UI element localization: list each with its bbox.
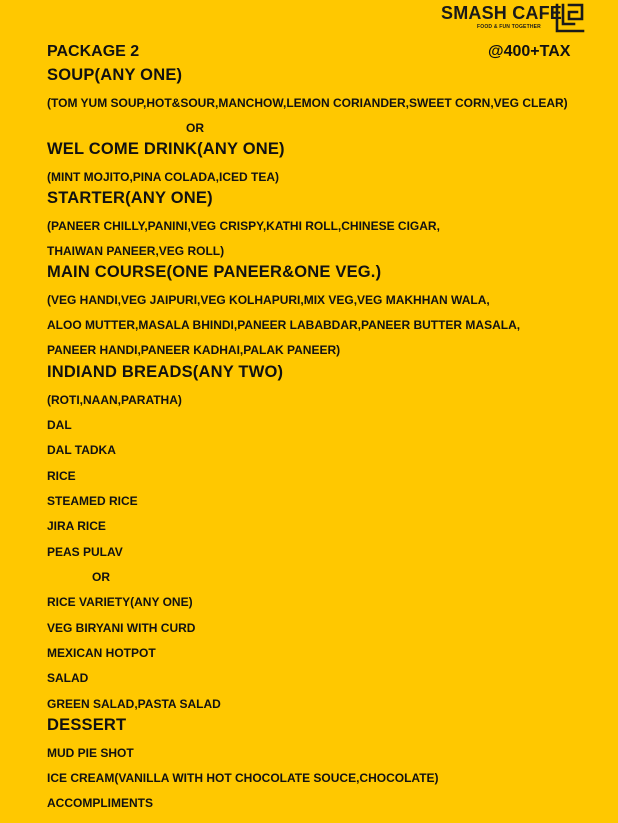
menu-item-green-salad: GREEN SALAD,PASTA SALAD <box>47 697 221 711</box>
menu-item-veg-biryani: VEG BIRYANI WITH CURD <box>47 621 196 635</box>
section-heading-starter: STARTER(ANY ONE) <box>47 189 213 207</box>
menu-item-salad: SALAD <box>47 671 89 685</box>
section-heading-soup: SOUP(ANY ONE) <box>47 66 183 84</box>
section-heading-breads: INDIAND BREADS(ANY TWO) <box>47 363 284 381</box>
menu-item-steamed-rice: STEAMED RICE <box>47 494 138 508</box>
package-price: @400+TAX <box>488 43 571 60</box>
menu-item-dal: DAL <box>47 418 72 432</box>
package-title: PACKAGE 2 <box>47 43 140 60</box>
or-separator-rice: OR <box>92 570 110 584</box>
menu-item-mud-pie-shot: MUD PIE SHOT <box>47 746 134 760</box>
main-course-options-line-1: (VEG HANDI,VEG JAIPURI,VEG KOLHAPURI,MIX VEG,VEG MAKHHAN WALA, <box>47 293 490 307</box>
bread-options: (ROTI,NAAN,PARATHA) <box>47 393 182 407</box>
section-heading-dessert: DESSERT <box>47 716 127 734</box>
cafe-logo <box>441 2 586 34</box>
main-course-options-line-3: PANEER HANDI,PANEER KADHAI,PALAK PANEER) <box>47 343 341 357</box>
starter-options-line-2: THAIWAN PANEER,VEG ROLL) <box>47 244 225 258</box>
logo-mark-icon <box>554 2 586 34</box>
logo-name: SMASH CAFE <box>441 3 563 23</box>
section-heading-welcome-drink: WEL COME DRINK(ANY ONE) <box>47 140 285 158</box>
section-heading-main-course: MAIN COURSE(ONE PANEER&ONE VEG.) <box>47 263 382 281</box>
starter-options-line-1: (PANEER CHILLY,PANINI,VEG CRISPY,KATHI ROLL,CHINESE CIGAR, <box>47 219 440 233</box>
menu-item-peas-pulav: PEAS PULAV <box>47 545 123 559</box>
logo-tagline: FOOD & FUN TOGETHER <box>477 24 541 30</box>
menu-item-jira-rice: JIRA RICE <box>47 519 106 533</box>
soup-options: (TOM YUM SOUP,HOT&SOUR,MANCHOW,LEMON CORIANDER,SWEET CORN,VEG CLEAR) <box>47 96 568 110</box>
menu-item-rice-variety: RICE VARIETY(ANY ONE) <box>47 595 193 609</box>
or-separator: OR <box>186 121 204 135</box>
menu-item-rice: RICE <box>47 469 76 483</box>
menu-item-accompliments: ACCOMPLIMENTS <box>47 796 153 810</box>
main-course-options-line-2: ALOO MUTTER,MASALA BHINDI,PANEER LABABDAR,PANEER BUTTER MASALA, <box>47 318 521 332</box>
welcome-drink-options: (MINT MOJITO,PINA COLADA,ICED TEA) <box>47 170 279 184</box>
menu-item-mexican-hotpot: MEXICAN HOTPOT <box>47 646 156 660</box>
menu-item-dal-tadka: DAL TADKA <box>47 443 116 457</box>
menu-item-ice-cream: ICE CREAM(VANILLA WITH HOT CHOCOLATE SOUCE,CHOCOLATE) <box>47 771 439 785</box>
